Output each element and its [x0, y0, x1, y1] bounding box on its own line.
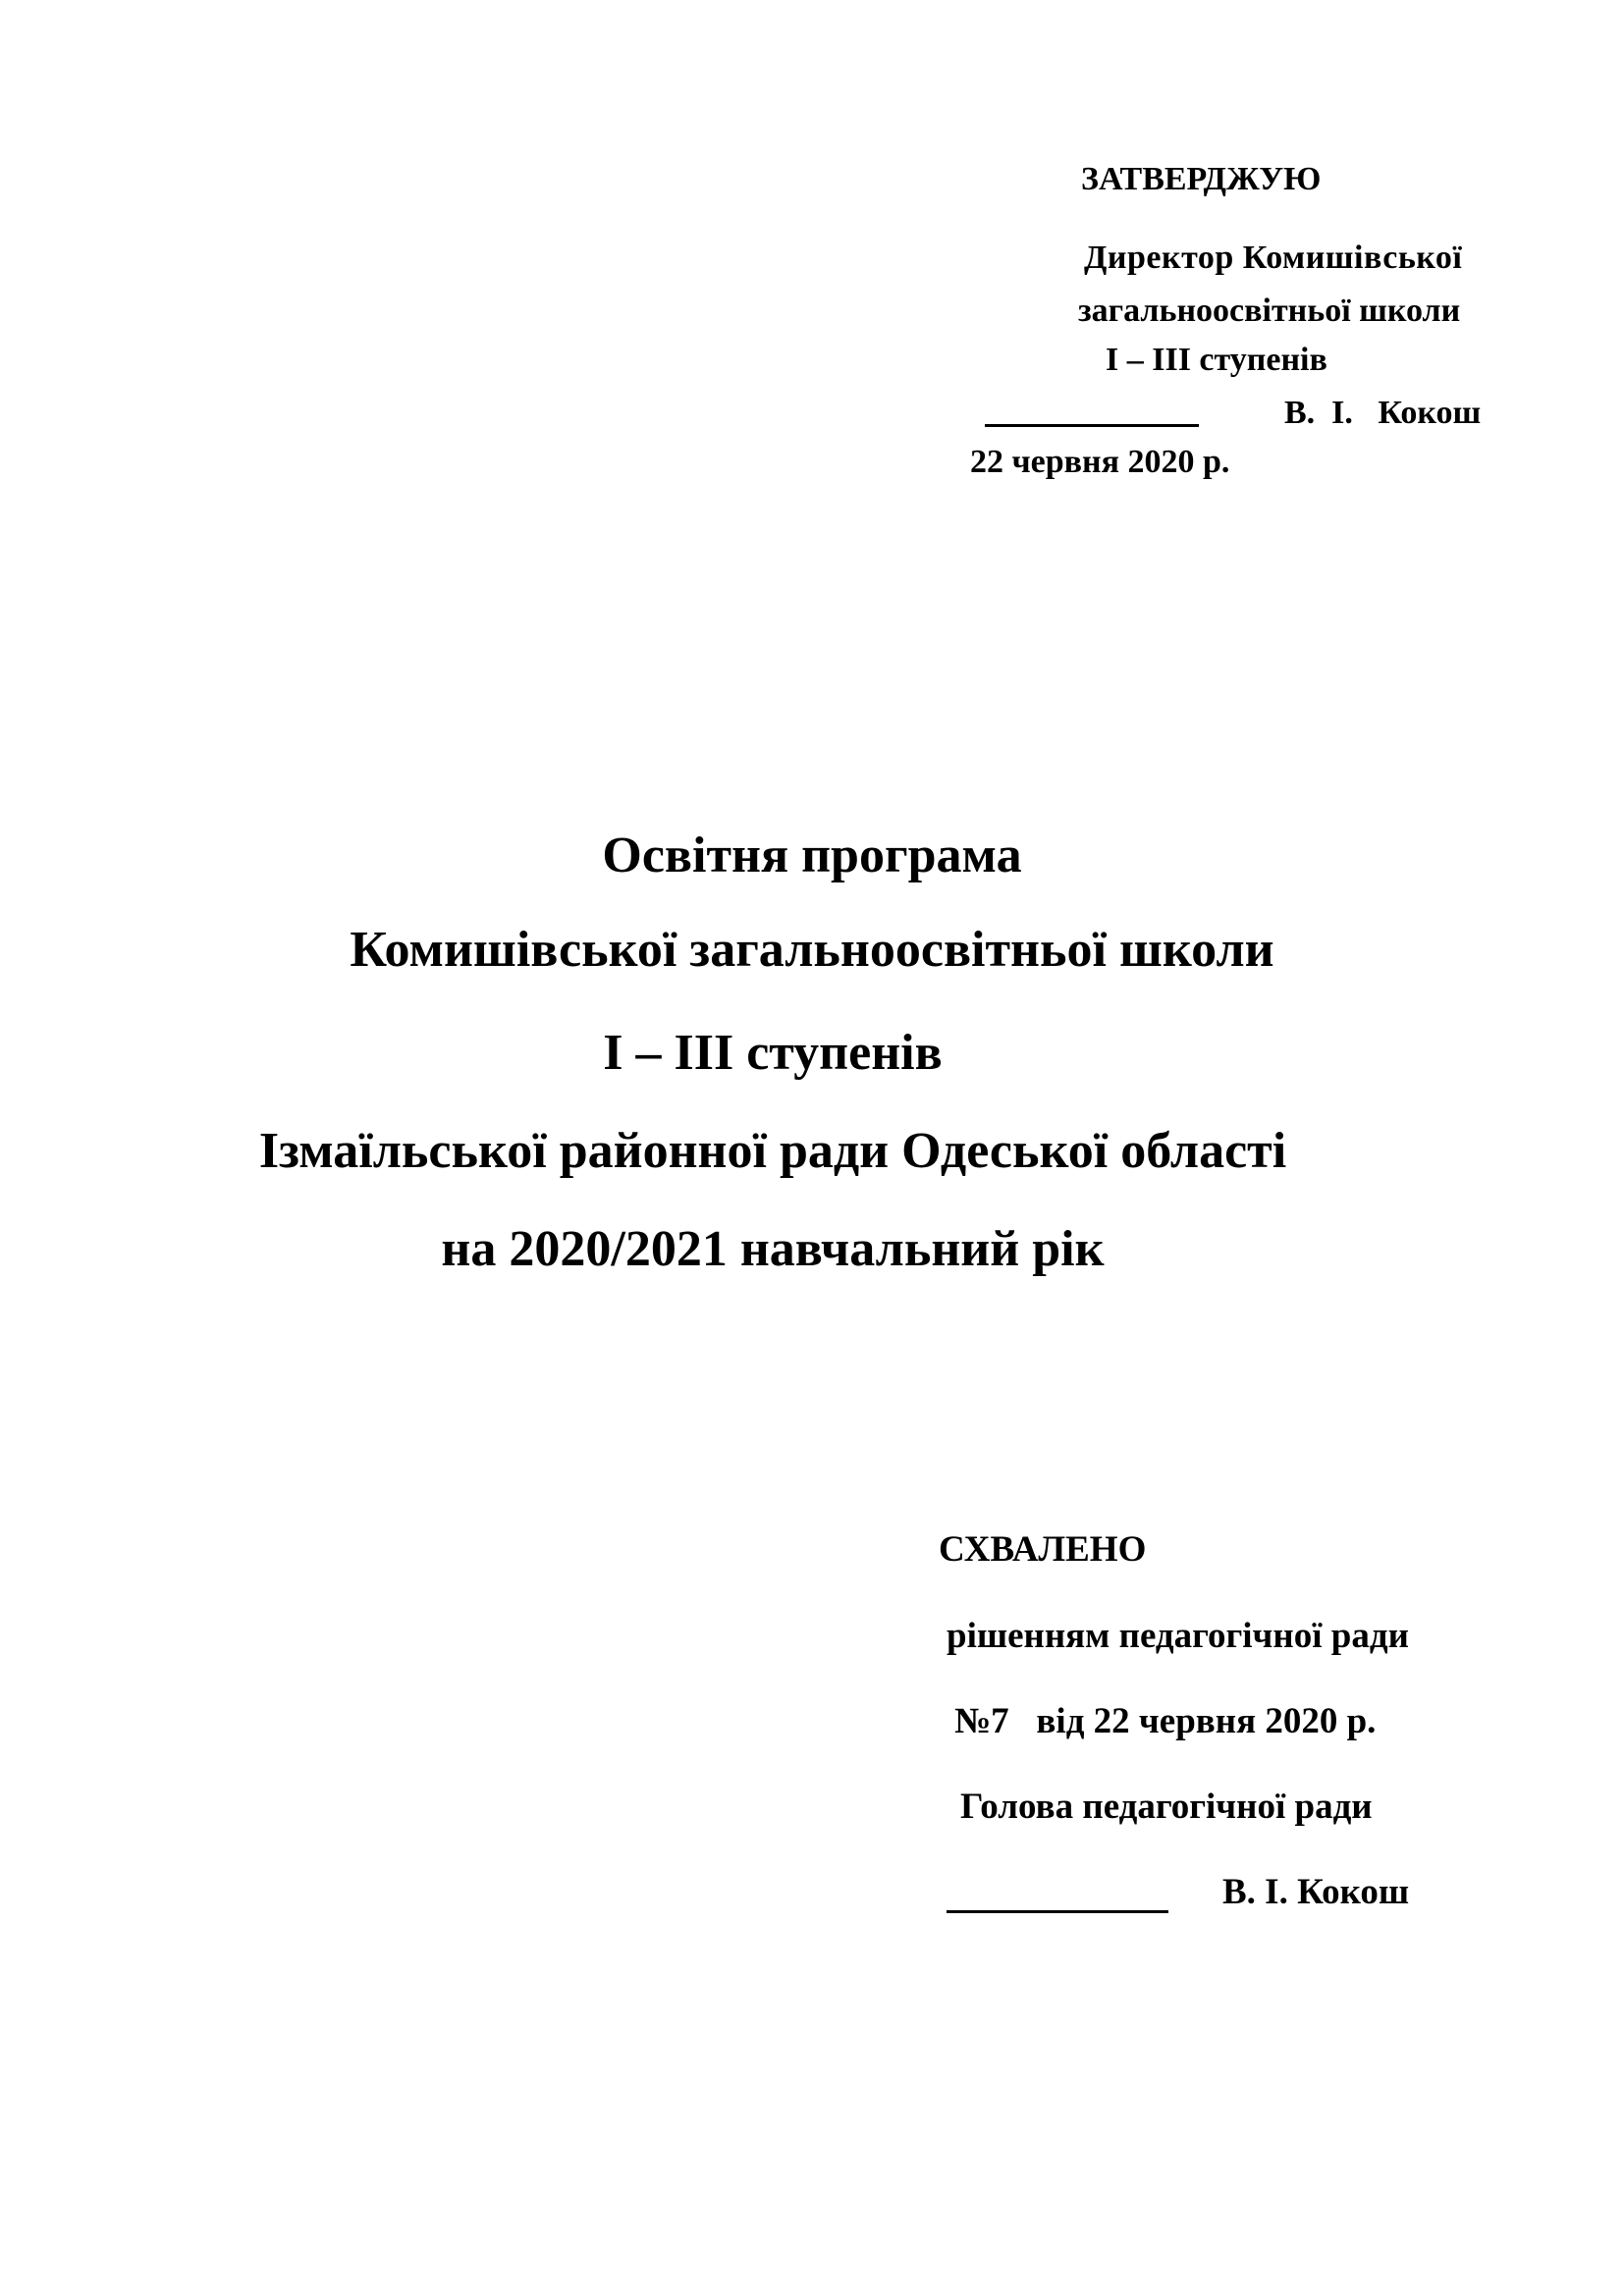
title-line2: Комишівської загальноосвітньої школи [350, 922, 1274, 978]
agreed-heading: СХВАЛЕНО [939, 1529, 1147, 1570]
agreed-signer-name: В. І. Кокош [1222, 1872, 1410, 1912]
approval-signer-name: В. І. Кокош [1284, 395, 1482, 431]
title-line1: Освітня програма [602, 828, 1022, 883]
approval-date: 22 червня 2020 р. [970, 444, 1230, 480]
agreed-chair-line: Голова педагогічної ради [960, 1787, 1373, 1827]
title-line3: І – ІІІ ступенів [603, 1025, 943, 1081]
approval-position-line3: І – ІІІ ступенів [1106, 342, 1327, 378]
title-line4: Ізмаїльської районної ради Одеської області [258, 1123, 1287, 1179]
approval-heading: ЗАТВЕРДЖУЮ [1081, 161, 1322, 197]
agreed-signature-line [947, 1910, 1168, 1913]
approval-signature-line [985, 424, 1199, 427]
agreed-protocol-line: №7 від 22 червня 2020 р. [954, 1701, 1377, 1741]
approval-position-line2: загальноосвітньої школи [1078, 293, 1461, 329]
approval-position-line1: Директор Комишівської [1084, 240, 1463, 276]
title-line5: на 2020/2021 навчальний рік [441, 1221, 1105, 1277]
agreed-decision-line: рішенням педагогічної ради [947, 1616, 1409, 1656]
